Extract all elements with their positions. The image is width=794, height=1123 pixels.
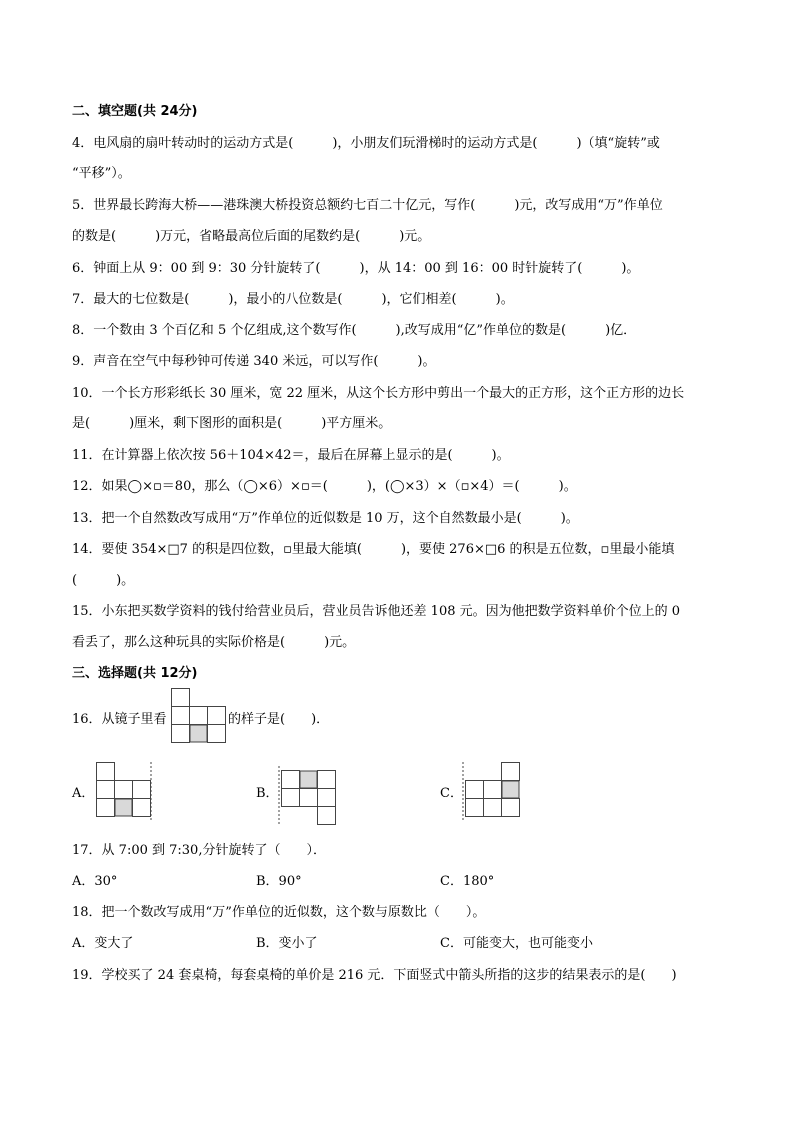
question-16-prefix: 16．从镜子里看 [72,712,167,727]
question-17-option-b[interactable]: B．90° [256,874,302,889]
question-5-line-2: 的数是( )万元，省略最高位后面的尾数约是( )元。 [72,229,431,244]
question-16-shape-figure [171,688,227,744]
question-16-option-c-label[interactable]: C． [440,786,463,801]
question-7: 7．最大的七位数是( )，最小的八位数是( )，它们相差( )。 [72,292,514,307]
question-16-option-b-label[interactable]: B． [256,786,279,801]
question-15-line-2: 看丢了，那么这种玩具的实际价格是( )元。 [72,635,356,650]
question-17: 17．从 7:00 到 7:30,分针旋转了（ ）． [72,843,326,858]
question-12: 12．如果◯×▫＝80，那么（◯×6）×▫＝( )，(◯×3）×（▫×4）＝( )。 [72,479,577,494]
question-18-option-b[interactable]: B．变小了 [256,936,318,951]
question-16-option-a-label[interactable]: A． [72,786,95,801]
question-16-option-b-figure[interactable] [276,766,338,828]
question-17-option-a[interactable]: A．30° [72,874,118,889]
question-8: 8．一个数由 3 个百亿和 5 个亿组成,这个数写作( ),改写成用“亿”作单位的数是( )亿． [72,323,637,338]
question-16-suffix: 的样子是( )． [228,712,330,727]
question-6: 6．钟面上从 9：00 到 9：30 分针旋转了( )，从 14：00 到 16：00 时针旋转了( )。 [72,261,640,276]
question-5-line-1: 5．世界最长跨海大桥——港珠澳大桥投资总额约七百二十亿元，写作( )元，改写成用“万”作单位 [72,198,663,213]
question-17-option-c[interactable]: C．180° [440,874,495,889]
question-18: 18．把一个数改写成用“万”作单位的近似数，这个数与原数比（ ）。 [72,905,486,920]
question-18-option-c[interactable]: C．可能变大，也可能变小 [440,936,593,951]
question-10-line-1: 10．一个长方形彩纸长 30 厘米，宽 22 厘米，从这个长方形中剪出一个最大的正方形，这个正方形的边长 [72,386,685,401]
question-16-option-a-figure[interactable] [94,762,154,822]
question-14-line-2: ( )。 [72,573,135,588]
question-18-option-a[interactable]: A．变大了 [72,936,134,951]
question-4-line-1: 4．电风扇的扇叶转动时的运动方式是( )，小朋友们玩滑梯时的运动方式是( )（填“旋转”或 [72,136,660,151]
question-11: 11．在计算器上依次按 56＋104×42＝，最后在屏幕上显示的是( )。 [72,448,510,463]
question-10-line-2: 是( )厘米，剩下图形的面积是( )平方厘米。 [72,416,392,431]
question-16-option-c-figure[interactable] [460,762,522,822]
question-19: 19．学校买了 24 套桌椅，每套桌椅的单价是 216 元．下面竖式中箭头所指的这步的结果表示的是( ) [72,968,677,983]
question-9: 9．声音在空气中每秒钟可传递 340 米远，可以写作( )。 [72,354,436,369]
question-13: 13．把一个自然数改写成用“万”作单位的近似数是 10 万，这个自然数最小是( )。 [72,511,579,526]
section-title-fill-blank: 二、填空题(共 24分) [72,104,198,119]
question-4-line-2: “平移”）。 [72,166,131,181]
question-15-line-1: 15．小东把买数学资料的钱付给营业员后，营业员告诉他还差 108 元。因为他把数学资料单价个位上的 0 [72,604,681,619]
question-14-line-1: 14．要使 354×□7 的积是四位数，▫里最大能填( )，要使 276×□6 的积是五位数，▫里最小能填 [72,542,675,557]
section-title-multiple-choice: 三、选择题(共 12分) [72,666,198,681]
